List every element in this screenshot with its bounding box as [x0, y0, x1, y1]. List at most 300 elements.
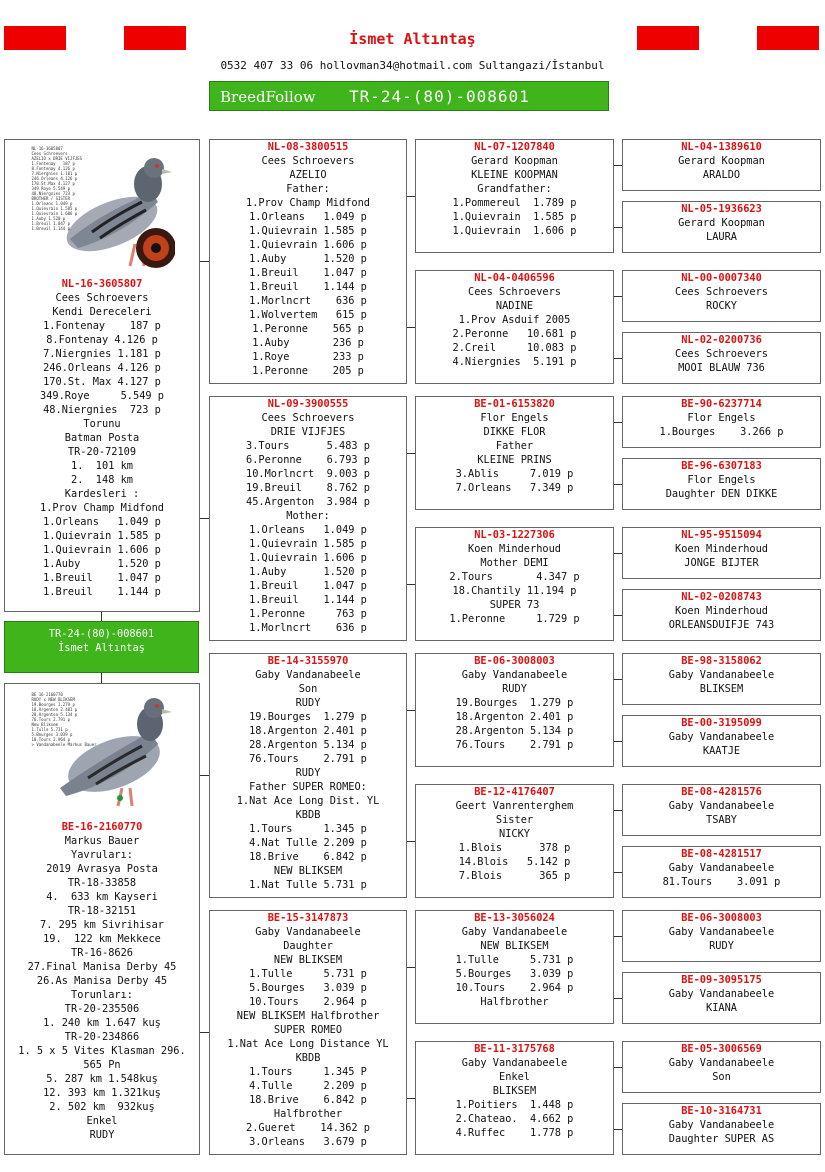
connector-line	[614, 553, 622, 554]
brand-name: BreedFollow	[220, 88, 316, 106]
gen3-details	[416, 285, 613, 369]
detail-line: DRIE VIJFJES	[270, 426, 346, 438]
detail-line: 5. 287 km 1.548kuş	[46, 1073, 158, 1085]
gen4-ring: NL-95-9515094	[681, 529, 762, 541]
connector-line	[200, 1032, 209, 1033]
gen3-details	[416, 925, 613, 1009]
detail-line: DIKKE FLOR	[483, 426, 546, 438]
gen2-ring: NL-08-3800515	[267, 141, 349, 153]
detail-line: Daughter DEN DIKKE	[665, 488, 778, 500]
gen3-card[interactable]	[415, 1041, 614, 1155]
detail-line: Gaby Vandanabeele	[668, 862, 775, 874]
gen3-details	[416, 411, 613, 495]
detail-line: 5.Bourges 3.039 p	[249, 982, 367, 994]
detail-line: Grandfather:	[477, 183, 552, 195]
sire-ring: NL-16-3605807	[61, 278, 143, 290]
gen2-ring: BE-14-3155970	[267, 655, 349, 667]
dam-ring: BE-16-2160770	[61, 821, 143, 833]
connector-line	[101, 673, 102, 683]
detail-line: Gaby Vandanabeele	[668, 731, 775, 743]
detail-line: Father SUPER ROMEO:	[249, 781, 367, 793]
detail-line: 1.Tours 1.345 P	[249, 1066, 367, 1078]
gen4-ring: BE-09-3095175	[681, 974, 762, 986]
gen4-details	[623, 347, 820, 375]
connector-line	[407, 584, 415, 585]
gen4-card[interactable]	[622, 972, 821, 1024]
connector-line	[614, 872, 622, 873]
detail-line: 1. 101 km	[71, 460, 133, 472]
gen3-ring: BE-06-3008003	[474, 655, 555, 667]
detail-line: 6.Peronne 6.793 p	[246, 454, 370, 466]
detail-line: NEW BLIKSEM Halfbrother	[236, 1010, 380, 1022]
detail-line: 1.Blois 378 p	[458, 842, 571, 854]
detail-line: 1. 5 x 5 Vites Klasman 296.	[18, 1045, 186, 1057]
detail-line: 1.Prov Champ Midfond	[40, 502, 164, 514]
detail-line: Gaby Vandanabeele	[668, 669, 775, 681]
detail-line: Gaby Vandanabeele	[461, 669, 568, 681]
detail-line: 1.Nat Tulle 5.731 p	[249, 879, 367, 891]
gen4-card[interactable]	[622, 784, 821, 836]
detail-line: 2. 148 km	[71, 474, 133, 486]
gen4-card[interactable]	[622, 527, 821, 579]
detail-line: TR-16-8626	[71, 947, 133, 959]
detail-line: MOOI BLAUW 736	[678, 362, 765, 374]
detail-line: 76.Tours 2.791 p	[455, 739, 574, 751]
detail-line: 1.Breuil 1.047 p	[249, 580, 367, 592]
gen3-card[interactable]	[415, 270, 614, 384]
detail-line: 1.Quievrain 1.585 p	[452, 211, 577, 223]
detail-line: 1.Quievrain 1.606 p	[249, 239, 367, 251]
detail-line: 1.Tulle 5.731 p	[455, 954, 574, 966]
detail-line: 1.Wolvertem 615 p	[249, 309, 367, 321]
detail-line: 1.Prov Champ Midfond	[246, 197, 370, 209]
subject-owner: İsmet Altıntaş	[58, 642, 145, 654]
detail-line: 7.Orleans 7.349 p	[455, 482, 574, 494]
connector-line	[614, 484, 622, 485]
detail-line: 2.Tours 4.347 p	[449, 571, 580, 583]
detail-line: Gaby Vandanabeele	[668, 988, 775, 1000]
detail-line: KAATJE	[702, 745, 741, 757]
detail-line: 1.Orleans 1.049 p	[43, 516, 161, 528]
gen3-ring: BE-11-3175768	[474, 1043, 555, 1055]
detail-line: 1.Peronne 763 p	[249, 608, 367, 620]
gen4-details	[623, 987, 820, 1015]
connector-line	[614, 1067, 622, 1068]
detail-line: RUDY	[502, 683, 527, 695]
detail-line: Daughter SUPER AS	[668, 1133, 775, 1145]
detail-line: 3.Tours 5.483 p	[246, 440, 370, 452]
gen3-ring: NL-03-1227306	[474, 529, 555, 541]
detail-line: 1.Quievrain 1.606 p	[43, 544, 161, 556]
detail-line: 349.Roye 5.549 p	[40, 390, 164, 402]
detail-line: Gaby Vandanabeele	[461, 926, 568, 938]
sire-photo	[30, 144, 175, 277]
detail-line: 28.Argenton 5.134 p	[455, 725, 574, 737]
gen4-ring: NL-00-0007340	[681, 272, 762, 284]
detail-line: NADINE	[495, 300, 534, 312]
detail-line: Enkel	[86, 1115, 118, 1127]
gen4-card[interactable]	[622, 458, 821, 510]
gen3-card[interactable]	[415, 396, 614, 510]
detail-line: LAURA	[706, 231, 737, 243]
detail-line: 5.Bourges 3.039 p	[455, 968, 574, 980]
detail-line: 1. 240 km 1.647 kuş	[43, 1017, 161, 1029]
detail-line: Flor Engels	[687, 474, 756, 486]
brand-ring: TR-24-(80)-008601	[349, 87, 530, 106]
gen4-card[interactable]	[622, 201, 821, 253]
sire-details	[5, 291, 199, 599]
owner-name: İsmet Altıntaş	[349, 30, 476, 48]
connector-line	[614, 358, 622, 359]
detail-line: 2.Peronne 10.681 p	[452, 328, 577, 340]
detail-line: Mother DEMI	[480, 557, 549, 569]
gen4-details	[623, 473, 820, 501]
gen4-ring: BE-96-6307183	[681, 460, 762, 472]
detail-line: SUPER 73	[489, 599, 540, 611]
detail-line: 27.Final Manisa Derby 45	[27, 961, 177, 973]
detail-line: 1.Roye 233 p	[252, 351, 364, 363]
gen4-ring: NL-02-0208743	[681, 591, 762, 603]
detail-line: 1.Breuil 1.047 p	[249, 267, 367, 279]
detail-line: Gaby Vandanabeele	[255, 926, 361, 938]
detail-line: Koen Minderhoud	[675, 605, 768, 617]
detail-line: Gaby Vandanabeele	[668, 800, 775, 812]
gen4-card[interactable]	[622, 1041, 821, 1093]
detail-line: 19. 122 km Mekkece	[43, 933, 161, 945]
detail-line: 1.Auby 236 p	[252, 337, 364, 349]
detail-line: Flor Engels	[687, 412, 756, 424]
gen3-card[interactable]	[415, 139, 614, 253]
gen2-card[interactable]	[209, 139, 407, 384]
detail-line: 28.Argenton 5.134 p	[249, 739, 367, 751]
connector-line	[407, 1098, 415, 1099]
detail-line: NEW BLIKSEM	[273, 865, 343, 877]
detail-line: Son	[712, 1071, 731, 1083]
detail-line: 246.Orleans 4.126 p	[43, 362, 161, 374]
gen4-card[interactable]	[622, 846, 821, 898]
detail-line: Batman Posta	[64, 432, 140, 444]
detail-line: Son	[298, 683, 318, 695]
connector-line	[614, 1129, 622, 1130]
detail-line: KLEINE PRINS	[477, 454, 552, 466]
detail-line: 81.Tours 3.091 p	[662, 876, 781, 888]
gen4-ring: BE-05-3006569	[681, 1043, 762, 1055]
detail-line: Torunu	[83, 418, 121, 430]
detail-line: TR-18-32151	[67, 905, 137, 917]
gen3-details	[416, 1056, 613, 1140]
detail-line: 1.Peronne 1.729 p	[449, 613, 580, 625]
gen3-card[interactable]	[415, 910, 614, 1024]
detail-line: TR-20-234866	[64, 1031, 140, 1043]
detail-line: 4.Ruffec 1.778 p	[455, 1127, 574, 1139]
gen2-card[interactable]	[209, 653, 407, 898]
detail-line: Halfbrother	[480, 996, 549, 1008]
gen4-details	[623, 1118, 820, 1146]
connector-line	[407, 327, 415, 328]
detail-line: 4.Tulle 2.209 p	[249, 1080, 367, 1092]
gen3-ring: BE-12-4176407	[474, 786, 555, 798]
detail-line: 2. 502 km 932kuş	[49, 1101, 155, 1113]
detail-line: TR-20-72109	[67, 446, 137, 458]
gen3-ring: NL-07-1207840	[474, 141, 555, 153]
detail-line: Mother:	[286, 510, 330, 522]
detail-line: 1.Orleans 1.049 p	[249, 211, 367, 223]
detail-line: 1.Orleans 1.049 p	[249, 524, 367, 536]
detail-line: 1.Auby 1.520 p	[249, 253, 367, 265]
detail-line: 19.Breuil 8.762 p	[246, 482, 370, 494]
detail-line: Halfbrother	[273, 1108, 343, 1120]
detail-line: 2.Creil 10.083 p	[452, 342, 577, 354]
gen3-details	[416, 668, 613, 752]
detail-line: 1.Tours 1.345 p	[249, 823, 367, 835]
detail-line: 1.Nat Ace Long Distance YL	[227, 1038, 389, 1050]
gen3-card[interactable]	[415, 784, 614, 898]
detail-line: 2.Chateao. 4.662 p	[455, 1113, 574, 1125]
detail-line: 4.Nat Tulle 2.209 p	[249, 837, 367, 849]
detail-line: Cees Schroevers	[261, 412, 355, 424]
gen4-ring: BE-08-4281517	[681, 848, 762, 860]
connector-line	[407, 710, 415, 711]
gen4-ring: BE-98-3158062	[681, 655, 762, 667]
detail-line: 1.Quievrain 1.585 p	[249, 538, 367, 550]
detail-line: AZELIO	[289, 169, 327, 181]
detail-line: 1.Prov Asduif 2005	[458, 314, 571, 326]
connector-line	[614, 936, 622, 937]
detail-line: Gaby Vandanabeele	[461, 1057, 568, 1069]
connector-line	[200, 261, 209, 262]
detail-line: Torunları:	[71, 989, 133, 1001]
detail-line: Daughter	[283, 940, 333, 952]
gen4-details	[623, 542, 820, 570]
detail-line: KBDB	[295, 809, 321, 821]
gen3-card[interactable]	[415, 653, 614, 767]
detail-line: TR-20-235506	[64, 1003, 140, 1015]
detail-line: 565 Pn	[83, 1059, 121, 1071]
gen3-ring: NL-04-0406596	[474, 272, 555, 284]
detail-line: 18.Chantily 11.194 p	[452, 585, 577, 597]
gen4-ring: NL-04-1389610	[681, 141, 762, 153]
gen4-details	[623, 668, 820, 696]
detail-line: 3.Ablis 7.019 p	[455, 468, 574, 480]
detail-line: 10.Tours 2.964 p	[249, 996, 367, 1008]
sire-photo-caption: NL-16-3605807 Cees Schroevers AZELIO x DRIE VIJFJES 1.Fontenay 187 p 8.Fontenay 4.126 p 7.Niergnies 1.181 p 246.Orleans 4.126 p 170.St.Max 4.127 p 349.Roye 5.549 p 48.Niergnies 723 p BROTHER / SISTER 1.Orleans 1.049 p 1.Quievrain 1.585 p 1.Quievrain 1.606 p 1.Auby 1.520 p 1.Breuil 1.047 p 1.Breuil 1.144 p	[31, 146, 83, 231]
gen3-ring: BE-13-3056024	[474, 912, 555, 924]
detail-line: Cees Schroevers	[675, 286, 768, 298]
detail-line: 1.Pommereul 1.789 p	[452, 197, 577, 209]
detail-line: NEW BLIKSEM	[480, 940, 549, 952]
detail-line: Yavruları:	[71, 849, 133, 861]
detail-line: Father	[495, 440, 534, 452]
gen4-details	[623, 861, 820, 889]
detail-line: 14.Blois 5.142 p	[458, 856, 571, 868]
detail-line: NEW BLIKSEM	[273, 954, 343, 966]
detail-line: Markus Bauer	[64, 835, 140, 847]
gen4-card[interactable]	[622, 589, 821, 641]
gen2-card[interactable]	[209, 910, 407, 1155]
connector-line	[200, 518, 209, 519]
detail-line: Enkel	[499, 1071, 530, 1083]
detail-line: RUDY	[89, 1129, 115, 1141]
sire-card[interactable]	[4, 139, 200, 612]
connector-line	[614, 165, 622, 166]
detail-line: 4. 633 km Kayseri	[46, 891, 158, 903]
detail-line: 8.Fontenay 4.126 p	[46, 334, 158, 346]
gen4-card[interactable]	[622, 653, 821, 705]
brand-banner	[209, 81, 609, 111]
detail-line: 19.Bourges 1.279 p	[249, 711, 367, 723]
gen4-details	[623, 411, 820, 439]
detail-line: 1.Breuil 1.144 p	[249, 594, 367, 606]
detail-line: Gerard Koopman	[471, 155, 558, 167]
detail-line: 1.Nat Ace Long Dist. YL	[236, 795, 380, 807]
detail-line: Koen Minderhoud	[675, 543, 768, 555]
detail-line: JONGE BIJTER	[684, 557, 759, 569]
gen2-ring: NL-09-3900555	[267, 398, 349, 410]
gen4-card[interactable]	[622, 910, 821, 962]
detail-line: 1.Quievrain 1.606 p	[249, 552, 367, 564]
gen4-ring: BE-00-3195099	[681, 717, 762, 729]
connector-line	[407, 196, 415, 197]
detail-line: Sister	[495, 814, 534, 826]
gen3-details	[416, 799, 613, 883]
gen4-card[interactable]	[622, 396, 821, 448]
connector-line	[614, 615, 622, 616]
gen4-ring: BE-06-3008003	[681, 912, 762, 924]
gen2-card[interactable]	[209, 396, 407, 641]
detail-line: 18.Argenton 2.401 p	[249, 725, 367, 737]
detail-line: SUPER ROMEO	[273, 1024, 343, 1036]
gen4-ring: NL-02-0200736	[681, 334, 762, 346]
detail-line: ARALDO	[702, 169, 741, 181]
connector-line	[614, 227, 622, 228]
gen4-details	[623, 216, 820, 244]
detail-line: 2019 Avrasya Posta	[46, 863, 158, 875]
detail-line: Kardesleri :	[64, 488, 140, 500]
detail-line: Koen Minderhoud	[468, 543, 561, 555]
subject-ring: TR-24-(80)-008601	[48, 628, 155, 640]
detail-line: ORLEANSDUIFJE 743	[668, 619, 775, 631]
gen4-card[interactable]	[622, 139, 821, 191]
detail-line: TSABY	[706, 814, 737, 826]
gen4-details	[623, 925, 820, 953]
detail-line: 7.Blois 365 p	[458, 870, 571, 882]
gen4-card[interactable]	[622, 270, 821, 322]
connector-line	[614, 296, 622, 297]
gen4-card[interactable]	[622, 715, 821, 767]
detail-line: 7. 295 km Sivrihisar	[40, 919, 164, 931]
detail-line: Cees Schroevers	[675, 348, 768, 360]
detail-line: NICKY	[499, 828, 530, 840]
detail-line: 1.Bourges 3.266 p	[659, 426, 784, 438]
detail-line: 7.Niergnies 1.181 p	[43, 348, 161, 360]
detail-line: 18.Brive 6.842 p	[249, 1094, 367, 1106]
detail-line: 1.Quievrain 1.585 p	[249, 225, 367, 237]
detail-line: Flor Engels	[480, 412, 549, 424]
detail-line: Cees Schroevers	[55, 292, 149, 304]
gen2-details	[210, 154, 406, 378]
connector-line	[407, 841, 415, 842]
detail-line: Gaby Vandanabeele	[668, 1119, 775, 1131]
gen3-card[interactable]	[415, 527, 614, 641]
gen4-details	[623, 154, 820, 182]
connector-line	[101, 612, 102, 621]
connector-line	[200, 775, 209, 776]
detail-line: 3.Orleans 3.679 p	[249, 1136, 367, 1148]
detail-line: 12. 393 km 1.321kuş	[43, 1087, 161, 1099]
dam-details	[5, 834, 199, 1142]
connector-line	[407, 453, 415, 454]
detail-line: 1.Breuil 1.144 p	[43, 586, 161, 598]
connector-line	[407, 967, 415, 968]
detail-line: Gaby Vandanabeele	[255, 669, 361, 681]
connector-line	[614, 810, 622, 811]
gen4-ring: BE-10-3164731	[681, 1105, 762, 1117]
detail-line: Gaby Vandanabeele	[668, 1057, 775, 1069]
detail-line: Gerard Koopman	[678, 155, 765, 167]
gen3-details	[416, 154, 613, 238]
detail-line: 1.Quievrain 1.585 p	[43, 530, 161, 542]
subject-box[interactable]	[4, 621, 199, 673]
gen2-ring: BE-15-3147873	[267, 912, 349, 924]
detail-line: 19.Bourges 1.279 p	[455, 697, 574, 709]
detail-line: KLEINE KOOPMAN	[471, 169, 558, 181]
detail-line: 48.Niergnies 723 p	[43, 404, 161, 416]
gen3-ring: BE-01-6153820	[474, 398, 555, 410]
detail-line: TR-18-33858	[67, 877, 137, 889]
gen4-card[interactable]	[622, 332, 821, 384]
detail-line: 4.Niergnies 5.191 p	[452, 356, 577, 368]
detail-line: 1.Peronne 565 p	[252, 323, 364, 335]
detail-line: Gaby Vandanabeele	[668, 926, 775, 938]
connector-line	[614, 679, 622, 680]
gen4-ring: NL-05-1936623	[681, 203, 762, 215]
detail-line: 18.Argenton 2.401 p	[455, 711, 574, 723]
detail-line: 10.Morlncrt 9.003 p	[246, 468, 370, 480]
detail-line: BLIKSEM	[492, 1085, 537, 1097]
detail-line: KIANA	[706, 1002, 737, 1014]
detail-line: KBDB	[295, 1052, 321, 1064]
gen4-details	[623, 604, 820, 632]
gen4-ring: BE-08-4281576	[681, 786, 762, 798]
detail-line: 45.Argenton 3.984 p	[246, 496, 370, 508]
detail-line: ROCKY	[706, 300, 737, 312]
detail-line: BLIKSEM	[699, 683, 744, 695]
detail-line: 1.Auby 1.520 p	[249, 566, 367, 578]
detail-line: 1.Quievrain 1.606 p	[452, 225, 577, 237]
gen4-card[interactable]	[622, 1103, 821, 1155]
dam-card[interactable]	[4, 683, 200, 1155]
detail-line: 2.Gueret 14.362 p	[246, 1122, 370, 1134]
detail-line: Geert Vanrenterghem	[455, 800, 574, 812]
detail-line: 1.Breuil 1.047 p	[43, 572, 161, 584]
gen4-details	[623, 1056, 820, 1084]
detail-line: RUDY	[295, 697, 321, 709]
detail-line: 1.Morlncrt 636 p	[249, 622, 367, 634]
detail-line: Cees Schroevers	[468, 286, 561, 298]
detail-line: 26.As Manisa Derby 45	[36, 975, 168, 987]
detail-line: 170.St. Max 4.127 p	[43, 376, 161, 388]
detail-line: 1.Auby 1.520 p	[43, 558, 161, 570]
gen3-details	[416, 542, 613, 626]
gen4-ring: BE-90-6237714	[681, 398, 762, 410]
gen4-details	[623, 285, 820, 313]
gen2-details	[210, 411, 406, 635]
detail-line: 76.Tours 2.791 p	[249, 753, 367, 765]
detail-line: RUDY	[709, 940, 734, 952]
connector-line	[614, 422, 622, 423]
connector-line	[614, 741, 622, 742]
gen2-details	[210, 668, 406, 892]
